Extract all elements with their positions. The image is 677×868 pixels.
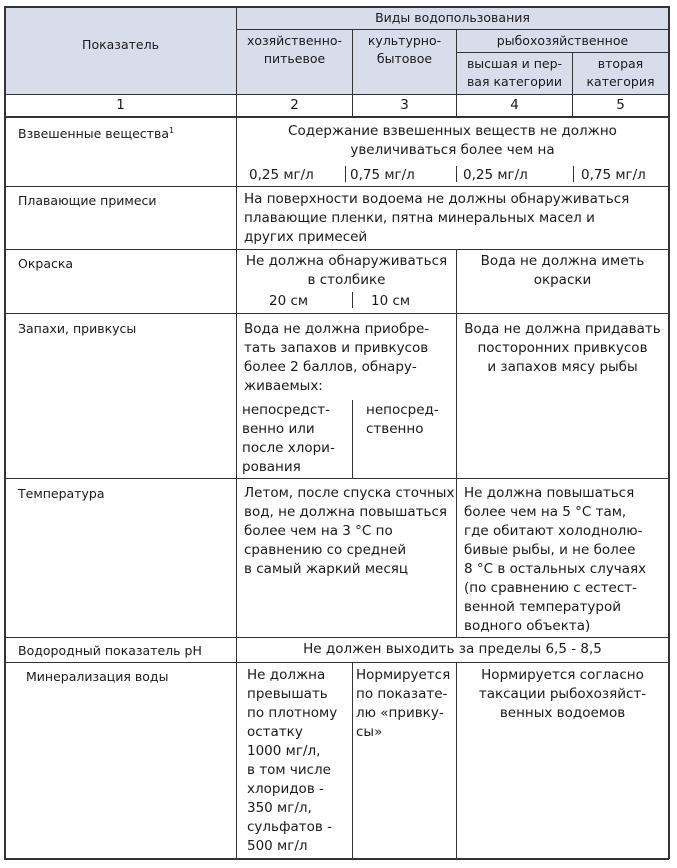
col-number-5: 5 — [616, 97, 625, 113]
row-name-smell: Запахи, привкусы — [18, 321, 137, 336]
mineral-col2-text: Не должна превышать по плотному остатку 1000 мг/л, в том числе хлоридов - 350 мг/л, сульфатов - 500 мг/л — [247, 667, 338, 854]
row-name-suspended: Взвешенные вещества$^1$ — [18, 125, 175, 141]
smell-right-text: Вода не должна придавать посторонних привкусов и запахов мясу рыбы — [464, 321, 661, 375]
vline-smell-sub — [352, 400, 353, 478]
temperature-right-text: Не должна повышаться более чем на 5 °С там, где обитают холоднолю- бивые рыбы, и не более 8 °С в остальных случаях (по сравнению с естест- венной температурой водного объекта) — [464, 485, 647, 634]
color-right-text: Вода не должна иметь окраски — [480, 253, 645, 288]
smell-sub-right: непосред- ственно — [366, 402, 439, 437]
table-border-right — [668, 6, 670, 859]
row-sep-ph — [4, 662, 669, 663]
table-border-bottom — [4, 858, 669, 860]
row-sep-temperature — [4, 637, 669, 638]
col-number-1: 1 — [116, 97, 125, 113]
col-number-3: 3 — [400, 97, 409, 113]
col-number-2: 2 — [290, 97, 299, 113]
suspended-value-2: 0,75 мг/л — [350, 167, 415, 183]
header-second: вторая категория — [586, 56, 655, 89]
tick-suspended-1 — [345, 166, 346, 182]
tick-suspended-2 — [456, 166, 457, 182]
floating-text: На поверхности водоема не должны обнаруживаться плавающие пленки, пятна минеральных масел и других примесей — [244, 191, 630, 245]
row-name-color: Окраска — [18, 256, 74, 271]
suspended-text: Содержание взвешенных веществ не должно увеличиваться более чем на — [288, 123, 617, 158]
row-sep-suspended — [4, 186, 669, 187]
mineral-right-text: Нормируется согласно таксации рыбохозяйст- венных водоемов — [478, 667, 647, 721]
row-sep-numbers — [4, 116, 669, 118]
header-bottom — [4, 94, 669, 95]
header-household: хозяйственно- питьевое — [246, 33, 343, 66]
temperature-left-text: Летом, после спуска сточных вод, не должна повышаться более чем на 3 °С по сравнению со средней в самый жаркий месяц — [244, 485, 455, 577]
header-highest-first: высшая и пер- вая категории — [466, 56, 563, 89]
row-name-floating: Плавающие примеси — [18, 193, 157, 208]
suspended-value-1: 0,25 мг/л — [249, 167, 314, 183]
header-fishery: рыбохозяйственное — [496, 33, 629, 48]
ph-text: Не должен выходить за пределы 6,5 - 8,5 — [303, 641, 602, 657]
header-cultural: культурно- бытовое — [367, 33, 442, 66]
header-line-2 — [456, 52, 669, 53]
row-name-temperature: Температура — [18, 486, 105, 501]
row-sep-floating — [4, 249, 669, 250]
smell-sub-left: непосредст- венно или после хлори- рования — [242, 402, 335, 475]
row-sep-color — [4, 313, 669, 314]
table-border-left — [4, 6, 6, 859]
header-indicator: Показатель — [82, 37, 159, 52]
color-value-1: 20 см — [269, 293, 309, 309]
mineral-col3-text: Нормируется по показате- лю «привку- сы» — [356, 667, 451, 740]
suspended-value-3: 0,25 мг/л — [463, 167, 528, 183]
table-border-top — [4, 6, 669, 8]
color-value-2: 10 см — [371, 293, 411, 309]
row-name-mineral: Минерализация воды — [26, 669, 169, 684]
row-sep-smell — [4, 478, 669, 479]
header-line-1 — [236, 29, 669, 30]
header-water-use-types: Виды водопользования — [375, 10, 530, 25]
row-name-ph: Водородный показатель pH — [18, 643, 202, 658]
vline-mineral-col2 — [352, 662, 353, 858]
tick-suspended-3 — [573, 166, 574, 182]
col-number-4: 4 — [510, 97, 519, 113]
color-left-text: Не должна обнаруживаться в столбике — [245, 253, 448, 288]
vline-temp-split — [456, 478, 457, 637]
suspended-value-4: 0,75 мг/л — [581, 167, 646, 183]
tick-color — [352, 292, 353, 308]
smell-left-text: Вода не должна приобре- тать запахов и привкусов более 2 баллов, обнару- живаемых: — [244, 321, 430, 394]
